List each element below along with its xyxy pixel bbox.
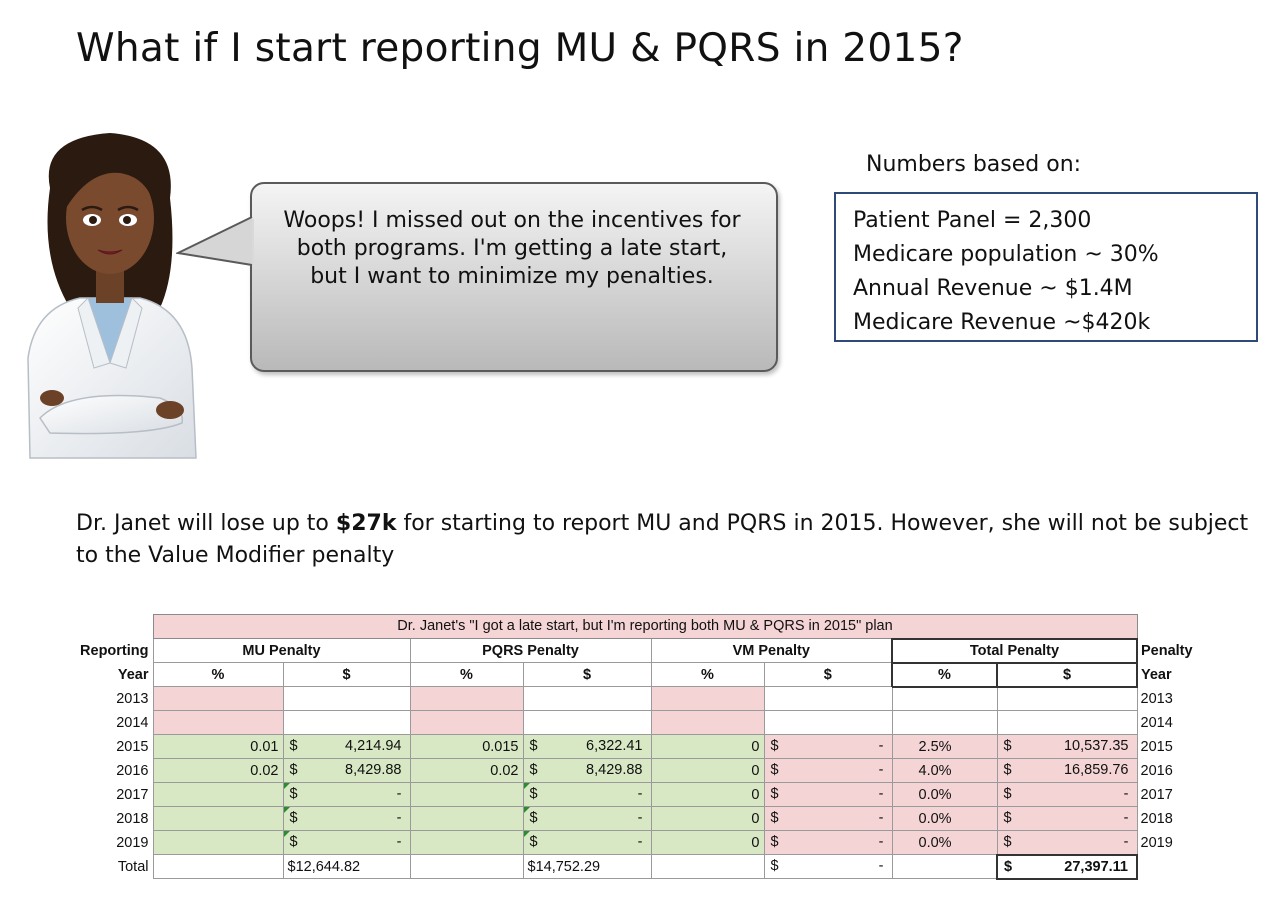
cell-value: - bbox=[1123, 810, 1129, 826]
cell-value: - bbox=[637, 786, 643, 802]
penalty-header: Penalty bbox=[1141, 642, 1193, 659]
sub-header-dollar: $ bbox=[523, 663, 651, 687]
penalty-year: 2019 bbox=[1140, 834, 1173, 851]
mu-amount bbox=[283, 687, 410, 711]
assumption-line: Patient Panel = 2,300 bbox=[853, 208, 1092, 233]
table-row bbox=[30, 807, 1217, 831]
total-percent bbox=[892, 711, 997, 735]
slide-title: What if I start reporting MU & PQRS in 2015? bbox=[76, 26, 964, 71]
vm-penalty-header: VM Penalty bbox=[651, 639, 892, 663]
sub-header-percent: % bbox=[153, 663, 283, 687]
pqrs-amount bbox=[523, 759, 651, 783]
dollar-sign: $ bbox=[289, 762, 298, 778]
pqrs-amount bbox=[523, 831, 651, 855]
summary-text-part: for starting to report MU and PQRS in 2015. However, she will not be subject to the Value Modifier penalty bbox=[76, 511, 1249, 568]
penalty-year: 2015 bbox=[1140, 738, 1173, 755]
table-row bbox=[30, 831, 1217, 855]
reporting-year: 2017 bbox=[116, 786, 149, 803]
pqrs-percent bbox=[410, 831, 523, 855]
mu-total: $12,644.82 bbox=[283, 855, 410, 879]
reporting-year: 2014 bbox=[116, 714, 149, 731]
vm-percent: 0 bbox=[651, 807, 764, 831]
pqrs-amount bbox=[523, 711, 651, 735]
pqrs-total: $14,752.29 bbox=[523, 855, 651, 879]
vm-amount bbox=[764, 783, 892, 807]
dollar-sign: $ bbox=[289, 834, 298, 850]
dollar-sign: $ bbox=[770, 762, 779, 778]
pqrs-penalty-header: PQRS Penalty bbox=[410, 639, 651, 663]
dollar-sign: $ bbox=[529, 834, 538, 850]
cell-value: - bbox=[878, 810, 884, 826]
summary-highlight: $27k bbox=[335, 511, 397, 536]
table-row bbox=[30, 783, 1217, 807]
cell-value: - bbox=[1123, 834, 1129, 850]
vm-total bbox=[764, 855, 892, 879]
dollar-sign: $ bbox=[289, 786, 298, 802]
grand-total bbox=[997, 855, 1137, 879]
cell-value: - bbox=[1123, 786, 1129, 802]
cell-value: 6,322.41 bbox=[586, 738, 643, 754]
vm-percent bbox=[651, 711, 764, 735]
total-amount bbox=[997, 711, 1137, 735]
dollar-sign: $ bbox=[529, 738, 538, 754]
doctor-avatar-illustration bbox=[10, 118, 210, 463]
table-row bbox=[30, 759, 1217, 783]
cell-value: - bbox=[637, 834, 643, 850]
cell-value: - bbox=[878, 762, 884, 778]
total-percent: 0.0% bbox=[892, 831, 997, 855]
mu-amount bbox=[283, 711, 410, 735]
dollar-sign: $ bbox=[1003, 810, 1012, 826]
cell-value: 27,397.11 bbox=[1064, 858, 1128, 875]
cell-value: - bbox=[637, 810, 643, 826]
cell-value: - bbox=[396, 810, 402, 826]
vm-percent: 0 bbox=[651, 735, 764, 759]
total-row-label: Total bbox=[117, 858, 149, 875]
mu-amount bbox=[283, 783, 410, 807]
penalty-year: 2018 bbox=[1140, 810, 1173, 827]
assumption-line: Annual Revenue ~ $1.4M bbox=[853, 276, 1133, 301]
total-amount bbox=[997, 759, 1137, 783]
pqrs-percent bbox=[410, 687, 523, 711]
reporting-year: 2016 bbox=[116, 762, 149, 779]
summary-text bbox=[76, 508, 1256, 572]
sub-header-dollar: $ bbox=[764, 663, 892, 687]
mu-percent bbox=[153, 831, 283, 855]
cell-value: - bbox=[878, 858, 884, 874]
cell-value: 16,859.76 bbox=[1063, 762, 1129, 778]
total-percent: 0.0% bbox=[892, 807, 997, 831]
vm-amount bbox=[764, 735, 892, 759]
cell-value: - bbox=[878, 834, 884, 850]
cell-value: 8,429.88 bbox=[345, 762, 402, 778]
total-percent: 2.5% bbox=[892, 735, 997, 759]
year-header: Year bbox=[1141, 666, 1172, 683]
year-header: Year bbox=[117, 666, 149, 683]
assumptions-box bbox=[834, 192, 1258, 342]
dollar-sign: $ bbox=[289, 810, 298, 826]
mu-penalty-header: MU Penalty bbox=[153, 639, 410, 663]
table-row bbox=[30, 735, 1217, 759]
pqrs-percent bbox=[410, 807, 523, 831]
pqrs-amount bbox=[523, 783, 651, 807]
total-amount bbox=[997, 687, 1137, 711]
total-amount bbox=[997, 807, 1137, 831]
total-amount bbox=[997, 735, 1137, 759]
mu-percent bbox=[153, 687, 283, 711]
mu-amount bbox=[283, 759, 410, 783]
cell-value: - bbox=[878, 786, 884, 802]
total-amount bbox=[997, 783, 1137, 807]
dollar-sign: $ bbox=[770, 738, 779, 754]
dollar-sign: $ bbox=[770, 810, 779, 826]
mu-percent: 0.01 bbox=[153, 735, 283, 759]
cell-value: 4,214.94 bbox=[345, 738, 402, 754]
pqrs-percent: 0.015 bbox=[410, 735, 523, 759]
vm-amount bbox=[764, 807, 892, 831]
table-row bbox=[30, 687, 1217, 711]
dollar-sign: $ bbox=[770, 834, 779, 850]
dollar-sign: $ bbox=[289, 738, 298, 754]
cell-value: 10,537.35 bbox=[1063, 738, 1129, 754]
vm-amount bbox=[764, 711, 892, 735]
plan-title: Dr. Janet's "I got a late start, but I'm reporting both MU & PQRS in 2015" plan bbox=[153, 615, 1137, 639]
vm-percent: 0 bbox=[651, 831, 764, 855]
vm-percent: 0 bbox=[651, 783, 764, 807]
mu-percent bbox=[153, 783, 283, 807]
pqrs-percent bbox=[410, 711, 523, 735]
dollar-sign: $ bbox=[1003, 738, 1012, 754]
reporting-year: 2018 bbox=[116, 810, 149, 827]
dollar-sign: $ bbox=[770, 786, 779, 802]
pqrs-percent: 0.02 bbox=[410, 759, 523, 783]
dollar-sign: $ bbox=[1003, 786, 1012, 802]
penalty-year: 2013 bbox=[1140, 690, 1173, 707]
dollar-sign: $ bbox=[1003, 834, 1012, 850]
vm-amount bbox=[764, 831, 892, 855]
reporting-year: 2013 bbox=[116, 690, 149, 707]
total-percent bbox=[892, 687, 997, 711]
assumption-line: Medicare population ~ 30% bbox=[853, 242, 1159, 267]
cell-value: - bbox=[878, 738, 884, 754]
cell-value: - bbox=[396, 834, 402, 850]
total-percent: 4.0% bbox=[892, 759, 997, 783]
total-penalty-header: Total Penalty bbox=[892, 639, 1137, 663]
sub-header-dollar: $ bbox=[283, 663, 410, 687]
pqrs-amount bbox=[523, 687, 651, 711]
mu-percent bbox=[153, 711, 283, 735]
mu-amount bbox=[283, 735, 410, 759]
reporting-header: Reporting bbox=[80, 642, 149, 659]
mu-amount bbox=[283, 831, 410, 855]
mu-percent: 0.02 bbox=[153, 759, 283, 783]
sub-header-dollar: $ bbox=[997, 663, 1137, 687]
penalty-year: 2014 bbox=[1140, 714, 1173, 731]
penalty-year: 2017 bbox=[1140, 786, 1173, 803]
mu-amount bbox=[283, 807, 410, 831]
vm-percent: 0 bbox=[651, 759, 764, 783]
mu-percent bbox=[153, 807, 283, 831]
pqrs-percent bbox=[410, 783, 523, 807]
penalty-spreadsheet bbox=[30, 614, 1217, 880]
speech-bubble-text: Woops! I missed out on the incentives for both programs. I'm getting a late start, but I want to minimize my penalties. bbox=[283, 208, 741, 289]
dollar-sign: $ bbox=[770, 858, 779, 874]
table-row bbox=[30, 711, 1217, 735]
dollar-sign: $ bbox=[529, 762, 538, 778]
reporting-year: 2019 bbox=[116, 834, 149, 851]
total-amount bbox=[997, 831, 1137, 855]
numbers-based-on-label: Numbers based on: bbox=[866, 152, 1082, 177]
cell-value: 8,429.88 bbox=[586, 762, 643, 778]
reporting-year: 2015 bbox=[116, 738, 149, 755]
summary-text-part: Dr. Janet will lose up to bbox=[76, 511, 336, 536]
pqrs-amount bbox=[523, 807, 651, 831]
sub-header-percent: % bbox=[651, 663, 764, 687]
sub-header-percent: % bbox=[892, 663, 997, 687]
assumption-line: Medicare Revenue ~$420k bbox=[853, 310, 1151, 335]
dollar-sign: $ bbox=[529, 810, 538, 826]
vm-amount bbox=[764, 759, 892, 783]
dollar-sign: $ bbox=[1004, 858, 1013, 875]
dollar-sign: $ bbox=[1003, 762, 1012, 778]
dollar-sign: $ bbox=[529, 786, 538, 802]
cell-value: - bbox=[396, 786, 402, 802]
penalty-year: 2016 bbox=[1140, 762, 1173, 779]
pqrs-amount bbox=[523, 735, 651, 759]
vm-percent bbox=[651, 687, 764, 711]
speech-bubble-tail bbox=[176, 205, 254, 285]
vm-amount bbox=[764, 687, 892, 711]
sub-header-percent: % bbox=[410, 663, 523, 687]
total-percent: 0.0% bbox=[892, 783, 997, 807]
